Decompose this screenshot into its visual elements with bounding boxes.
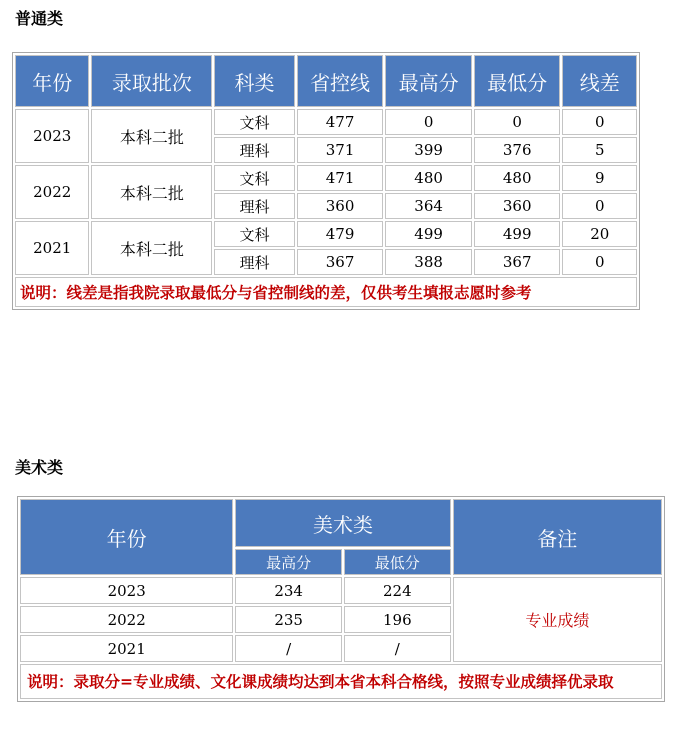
header-remark: 备注 [453,499,662,575]
table-row [15,109,637,135]
diff-cell: 20 [562,221,637,247]
diff-cell: 0 [562,193,637,219]
min-cell: 376 [474,137,561,163]
header-batch: 录取批次 [91,55,212,107]
header-max-score: 最高分 [385,55,472,107]
table-header-row [20,499,662,547]
diff-cell: 0 [562,109,637,135]
section-title-regular: 普通类 [15,9,64,28]
year-cell: 2023 [15,109,89,163]
min-cell: 360 [474,193,561,219]
note-row [15,277,637,307]
batch-cell: 本科二批 [91,165,212,219]
category-cell: 理科 [214,193,295,219]
category-cell: 理科 [214,137,295,163]
table-row [20,577,662,604]
header-min-score: 最低分 [474,55,561,107]
year-cell: 2023 [20,577,233,604]
header-diff: 线差 [562,55,637,107]
max-cell: / [235,635,342,662]
max-cell: 0 [385,109,472,135]
header-control-line: 省控线 [297,55,384,107]
header-min-score: 最低分 [344,549,451,575]
max-cell: 499 [385,221,472,247]
control-cell: 367 [297,249,384,275]
note-text: 说明：线差是指我院录取最低分与省控制线的差，仅供考生填报志愿时参考 [15,277,637,307]
section-title-art: 美术类 [15,458,64,477]
min-cell: 224 [344,577,451,604]
art-admission-table [17,496,665,702]
category-cell: 文科 [214,221,295,247]
category-cell: 文科 [214,109,295,135]
category-cell: 理科 [214,249,295,275]
control-cell: 471 [297,165,384,191]
header-year: 年份 [15,55,89,107]
min-cell: / [344,635,451,662]
note-row [20,664,662,699]
control-cell: 479 [297,221,384,247]
max-cell: 364 [385,193,472,219]
control-cell: 371 [297,137,384,163]
note-text: 说明：录取分=专业成绩、文化课成绩均达到本省本科合格线，按照专业成绩择优录取 [20,664,662,699]
control-cell: 477 [297,109,384,135]
max-cell: 235 [235,606,342,633]
table-row [15,165,637,191]
max-cell: 399 [385,137,472,163]
max-cell: 480 [385,165,472,191]
year-cell: 2022 [15,165,89,219]
header-category: 科类 [214,55,295,107]
year-cell: 2022 [20,606,233,633]
batch-cell: 本科二批 [91,109,212,163]
max-cell: 234 [235,577,342,604]
header-art: 美术类 [235,499,450,547]
year-cell: 2021 [20,635,233,662]
min-cell: 499 [474,221,561,247]
min-cell: 0 [474,109,561,135]
remark-cell: 专业成绩 [453,577,662,662]
min-cell: 367 [474,249,561,275]
header-year: 年份 [20,499,233,575]
diff-cell: 0 [562,249,637,275]
control-cell: 360 [297,193,384,219]
max-cell: 388 [385,249,472,275]
category-cell: 文科 [214,165,295,191]
regular-admission-table [12,52,640,310]
batch-cell: 本科二批 [91,221,212,275]
min-cell: 196 [344,606,451,633]
table-header-row [15,55,637,107]
diff-cell: 5 [562,137,637,163]
table-row [15,221,637,247]
diff-cell: 9 [562,165,637,191]
min-cell: 480 [474,165,561,191]
header-max-score: 最高分 [235,549,342,575]
year-cell: 2021 [15,221,89,275]
